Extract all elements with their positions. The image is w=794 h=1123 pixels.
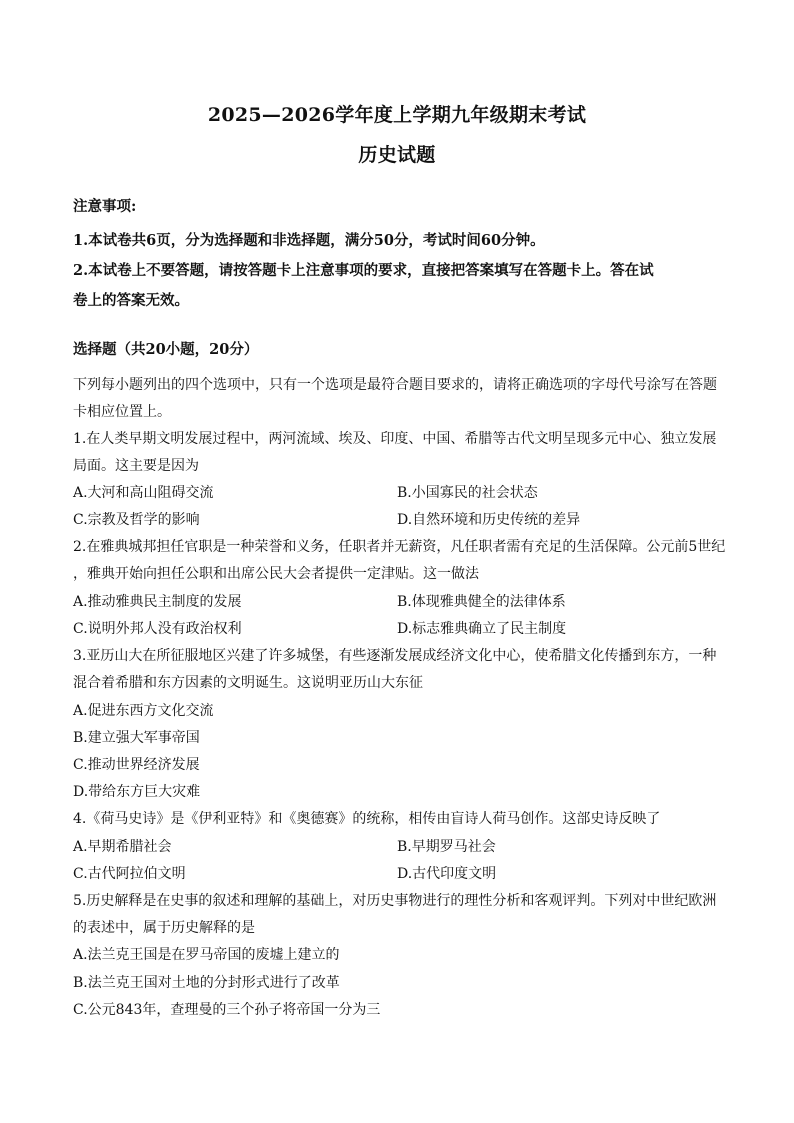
question-2-stem-line-1: 2.在雅典城邦担任官职是一种荣誉和义务，任职者并无薪资，凡任职者需有充足的生活保障。公元前5世纪 — [73, 539, 726, 555]
question-1-option-d: D.自然环境和历史传统的差异 — [397, 512, 581, 528]
question-3-option-c: C.推动世界经济发展 — [73, 757, 200, 773]
notice-item-2-line-1: 2.本试卷上不要答题，请按答题卡上注意事项的要求，直接把答案填写在答题卡上。答在试 — [73, 262, 654, 279]
exam-title: 2025—2026学年度上学期九年级期末考试 — [207, 104, 587, 126]
question-1-stem-line-2: 局面。这主要是因为 — [73, 458, 199, 474]
question-2-stem-line-2: ，雅典开始向担任公职和出席公民大会者提供一定津贴。这一做法 — [73, 566, 479, 582]
question-2-option-a: A.推动雅典民主制度的发展 — [73, 594, 242, 610]
question-1-option-c: C.宗教及哲学的影响 — [73, 512, 200, 528]
question-5-stem-line-1: 5.历史解释是在史事的叙述和理解的基础上，对历史事物进行的理性分析和客观评判。下列对中世纪欧洲 — [73, 893, 717, 909]
question-4-option-a: A.早期希腊社会 — [73, 839, 172, 855]
question-3-option-d: D.带给东方巨大灾难 — [73, 784, 201, 800]
question-4-option-c: C.古代阿拉伯文明 — [73, 866, 186, 882]
question-2-option-b: B.体现雅典健全的法律体系 — [397, 594, 566, 610]
question-3-stem-line-2: 混合着希腊和东方因素的文明诞生。这说明亚历山大东征 — [73, 675, 423, 691]
question-2-option-c: C.说明外邦人没有政治权利 — [73, 621, 242, 637]
question-3-option-a: A.促进东西方文化交流 — [73, 703, 214, 719]
question-5-option-a: A.法兰克王国是在罗马帝国的废墟上建立的 — [73, 947, 340, 963]
question-1-stem-line-1: 1.在人类早期文明发展过程中，两河流域、埃及、印度、中国、希腊等古代文明呈现多元中心、独立发展 — [73, 431, 717, 447]
section-intro-line-2: 卡相应位置上。 — [73, 404, 171, 420]
question-4-option-b: B.早期罗马社会 — [397, 839, 496, 855]
question-1-option-a: A.大河和高山阻碍交流 — [73, 485, 214, 501]
section-heading: 选择题（共20小题，20分） — [73, 341, 259, 358]
question-5-option-c: C.公元843年，查理曼的三个孙子将帝国一分为三 — [73, 1002, 381, 1018]
question-5-option-b: B.法兰克王国对土地的分封形式进行了改革 — [73, 975, 340, 991]
section-intro-line-1: 下列每小题列出的四个选项中，只有一个选项是最符合题目要求的，请将正确选项的字母代号涂写在答题 — [73, 377, 717, 393]
question-2-option-d: D.标志雅典确立了民主制度 — [397, 621, 567, 637]
notice-heading: 注意事项: — [73, 198, 137, 215]
notice-item-1: 1.本试卷共6页，分为选择题和非选择题，满分50分，考试时间60分钟。 — [73, 232, 545, 249]
question-3-stem-line-1: 3.亚历山大在所征服地区兴建了许多城堡，有些逐渐发展成经济文化中心，使希腊文化传播到东方，一种 — [73, 648, 717, 664]
exam-subject: 历史试题 — [358, 144, 436, 166]
question-4-stem-line-1: 4.《荷马史诗》是《伊利亚特》和《奥德赛》的统称，相传由盲诗人荷马创作。这部史诗反映了 — [73, 811, 661, 827]
question-4-option-d: D.古代印度文明 — [397, 866, 497, 882]
question-5-stem-line-2: 的表述中，属于历史解释的是 — [73, 920, 255, 936]
question-1-option-b: B.小国寡民的社会状态 — [397, 485, 538, 501]
question-3-option-b: B.建立强大军事帝国 — [73, 730, 200, 746]
notice-item-2-line-2: 卷上的答案无效。 — [73, 292, 189, 309]
